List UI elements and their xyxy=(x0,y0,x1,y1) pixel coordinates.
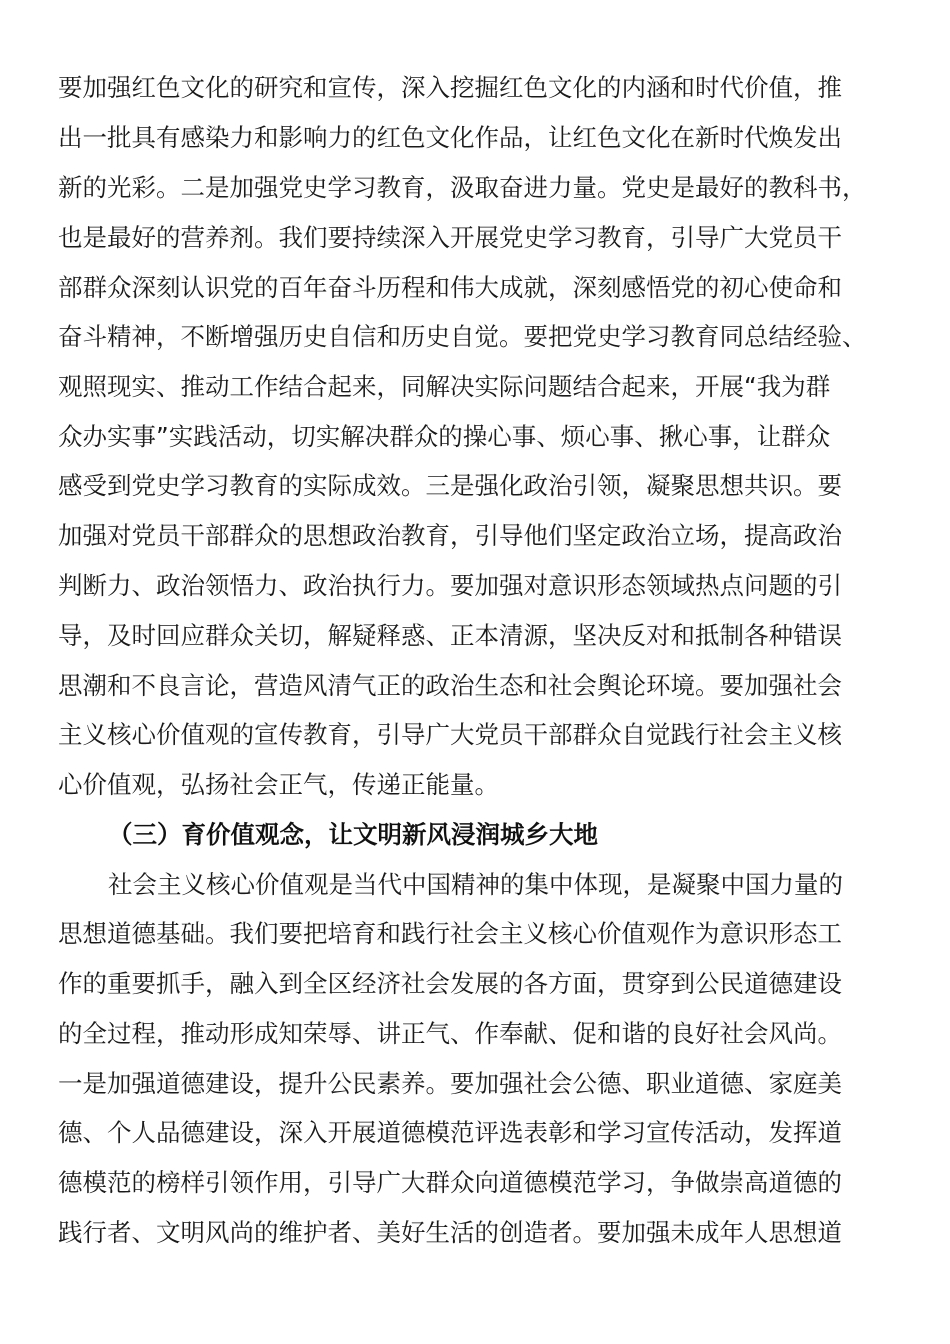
paragraph-line: 要加强红色文化的研究和宣传，深入挖掘红色文化的内涵和时代价值，推 xyxy=(58,73,842,102)
paragraph-line: 观照现实、推动工作结合起来，同解决实际问题结合起来，开展“我为群 xyxy=(58,372,831,401)
paragraph-line: 思潮和不良言论，营造风清气正的政治生态和社会舆论环境。要加强社会 xyxy=(58,671,842,700)
paragraph-line: 部群众深刻认识党的百年奋斗历程和伟大成就，深刻感悟党的初心使命和 xyxy=(58,273,842,302)
paragraph-line: 众办实事”实践活动，切实解决群众的操心事、烦心事、揪心事，让群众 xyxy=(58,422,831,451)
paragraph-line: 加强对党员干部群众的思想政治教育，引导他们坚定政治立场，提高政治 xyxy=(58,521,842,550)
paragraph-line: 也是最好的营养剂。我们要持续深入开展党史学习教育，引导广大党员干 xyxy=(58,223,842,252)
paragraph-line: 出一批具有感染力和影响力的红色文化作品，让红色文化在新时代焕发出 xyxy=(58,123,842,152)
paragraph-line: 一是加强道德建设，提升公民素养。要加强社会公德、职业道德、家庭美 xyxy=(58,1069,842,1098)
paragraph-line: 感受到党史学习教育的实际成效。三是强化政治引领，凝聚思想共识。要 xyxy=(58,471,842,500)
section-heading: （三）育价值观念，让文明新风浸润城乡大地 xyxy=(108,820,598,849)
paragraph-line: 践行者、文明风尚的维护者、美好生活的创造者。要加强未成年人思想道 xyxy=(58,1218,842,1247)
paragraph-line: 心价值观，弘扬社会正气，传递正能量。 xyxy=(58,770,499,799)
paragraph-line: 导，及时回应群众关切，解疑释惑、正本清源，坚决反对和抵制各种错误 xyxy=(58,621,842,650)
paragraph-line: 德模范的榜样引领作用，引导广大群众向道德模范学习，争做崇高道德的 xyxy=(58,1168,842,1197)
paragraph-line: 主义核心价值观的宣传教育，引导广大党员干部群众自觉践行社会主义核 xyxy=(58,720,842,749)
paragraph-line: 新的光彩。二是加强党史学习教育，汲取奋进力量。党史是最好的教科书， xyxy=(58,173,867,202)
paragraph-line: 奋斗精神，不断增强历史自信和历史自觉。要把党史学习教育同总结经验、 xyxy=(58,322,867,351)
paragraph-line: 的全过程，推动形成知荣辱、讲正气、作奉献、促和谐的良好社会风尚。 xyxy=(58,1019,842,1048)
paragraph-line: 作的重要抓手，融入到全区经济社会发展的各方面，贯穿到公民道德建设 xyxy=(58,969,842,998)
paragraph-line: 判断力、政治领悟力、政治执行力。要加强对意识形态领域热点问题的引 xyxy=(58,571,842,600)
paragraph-line: 思想道德基础。我们要把培育和践行社会主义核心价值观作为意识形态工 xyxy=(58,919,842,948)
paragraph-line: 德、个人品德建设，深入开展道德模范评选表彰和学习宣传活动，发挥道 xyxy=(58,1118,842,1147)
paragraph-line: 社会主义核心价值观是当代中国精神的集中体现，是凝聚中国力量的 xyxy=(108,870,843,899)
